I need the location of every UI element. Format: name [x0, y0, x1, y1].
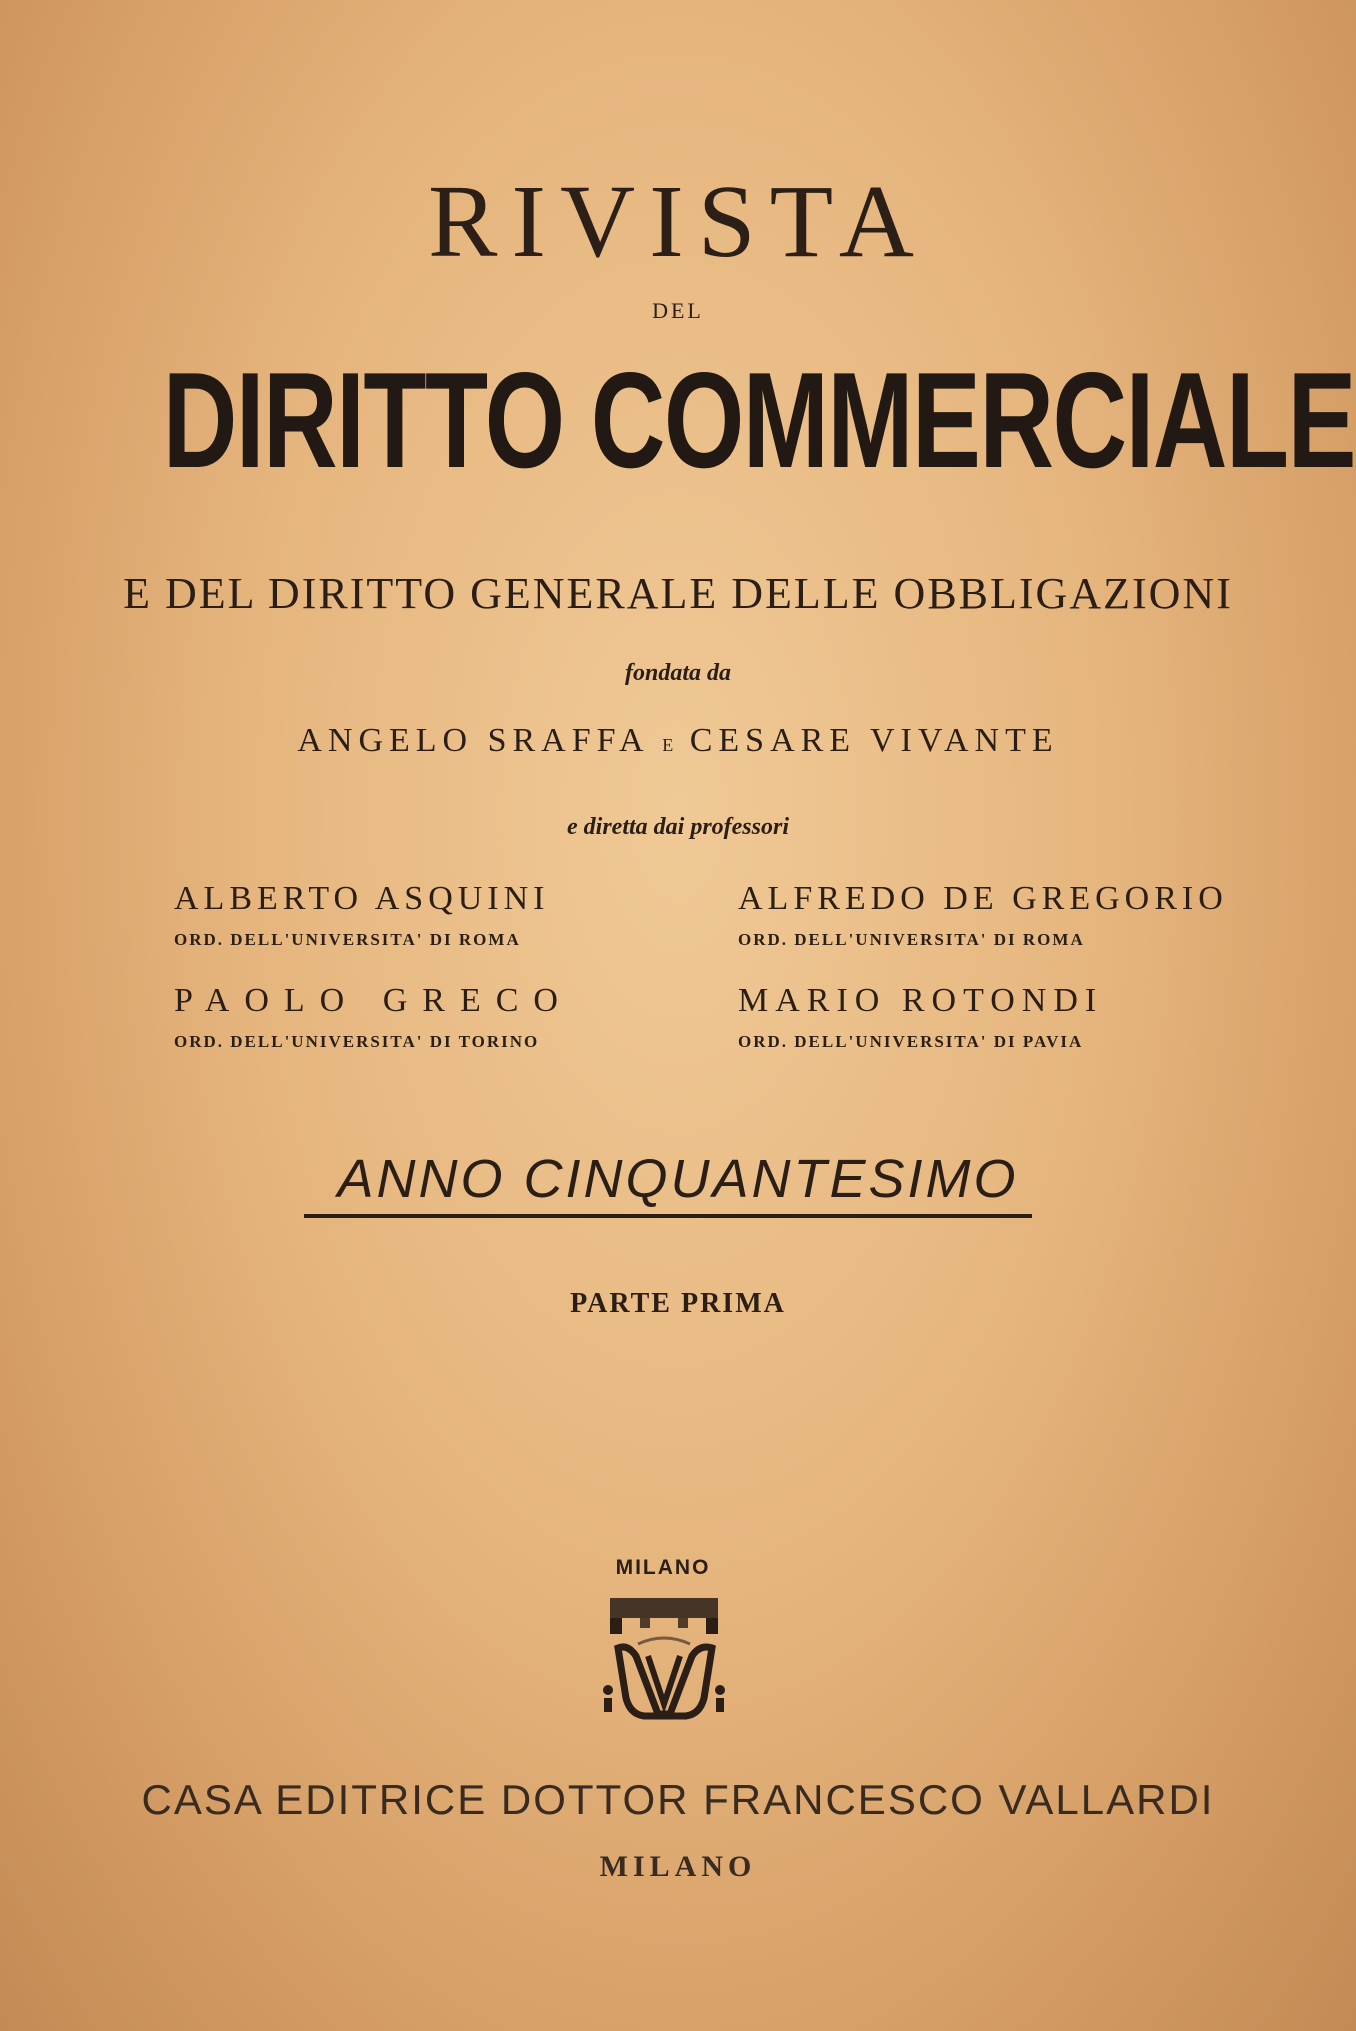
publisher-emblem-icon — [588, 1586, 738, 1726]
publisher-logo — [588, 1556, 738, 1726]
year-underline — [304, 1214, 1032, 1218]
directed-by-label: e diretta dai professori — [567, 814, 789, 840]
professor-affiliation: ORD. DELL'UNIVERSITA' DI PAVIA — [738, 1032, 1084, 1051]
founder-first: ANGELO SRAFFA — [297, 722, 648, 759]
logo-label: MILANO — [615, 1556, 711, 1579]
founded-by-label: fondata da — [624, 660, 731, 686]
year-label: ANNO CINQUANTESIMO — [337, 1149, 1019, 1209]
founders-line — [0, 722, 1356, 760]
professor-name: ALBERTO ASQUINI — [174, 880, 550, 917]
title-connector: DEL — [652, 298, 704, 323]
professor-affiliation: ORD. DELL'UNIVERSITA' DI ROMA — [738, 930, 1085, 949]
title-main: DIRITTO COMMERCIALE — [162, 344, 1355, 496]
professor-name: PAOLO GRECO — [174, 982, 573, 1019]
publisher-city: MILANO — [599, 1850, 757, 1883]
founder-second: CESARE VIVANTE — [689, 722, 1059, 759]
subtitle: E DEL DIRITTO GENERALE DELLE OBBLIGAZIONI — [123, 569, 1233, 618]
title-top: RIVISTA — [428, 164, 928, 279]
professor-entry — [738, 984, 1103, 1052]
professor-entry — [174, 984, 573, 1052]
professor-name: MARIO ROTONDI — [738, 982, 1104, 1019]
professor-affiliation: ORD. DELL'UNIVERSITA' DI ROMA — [174, 930, 521, 949]
professor-name: ALFREDO DE GREGORIO — [738, 880, 1228, 917]
professor-entry — [174, 882, 550, 950]
part-label: PARTE PRIMA — [570, 1288, 786, 1319]
founders-conjunction: E — [662, 735, 676, 755]
professor-affiliation: ORD. DELL'UNIVERSITA' DI TORINO — [174, 1032, 540, 1051]
publisher-name: CASA EDITRICE DOTTOR FRANCESCO VALLARDI — [141, 1776, 1215, 1823]
professor-entry — [738, 882, 1228, 950]
